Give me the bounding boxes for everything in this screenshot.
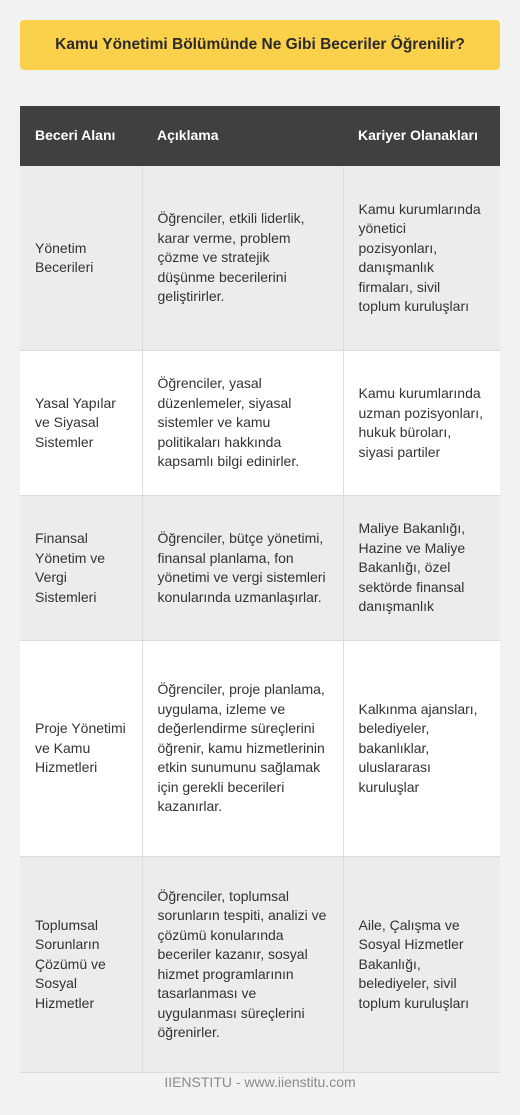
careers-cell: Aile, Çalışma ve Sosyal Hizmetler Bakanlığı, belediyeler, sivil toplum kuruluşları [343,857,500,1073]
header-description: Açıklama [142,106,343,166]
table-row [20,641,500,857]
careers-cell: Kamu kurumlarında yönetici pozisyonları, danışmanlık firmaları, sivil toplum kuruluşları [343,166,500,351]
page-title: Kamu Yönetimi Bölümünde Ne Gibi Beceriler Öğrenilir? [20,20,500,70]
skill-area-cell: Finansal Yönetim ve Vergi Sistemleri [20,496,142,641]
table-row [20,857,500,1073]
header-careers: Kariyer Olanakları [343,106,500,166]
table-row [20,166,500,351]
header-skill-area: Beceri Alanı [20,106,142,166]
skill-area-cell: Yasal Yapılar ve Siyasal Sistemler [20,351,142,496]
description-cell: Öğrenciler, toplumsal sorunların tespiti, analizi ve çözümü konularında beceriler kazanır, sosyal hizmet programlarının tasarlanması ve uygulanması süreçlerini öğrenirler. [142,857,343,1073]
careers-cell: Kalkınma ajansları, belediyeler, bakanlıklar, uluslararası kuruluşlar [343,641,500,857]
description-cell: Öğrenciler, proje planlama, uygulama, izleme ve değerlendirme süreçlerini öğrenir, kamu hizmetlerinin etkin sunumunu sağlamak için gerekli becerileri kazanırlar. [142,641,343,857]
description-cell: Öğrenciler, yasal düzenlemeler, siyasal sistemler ve kamu politikaları hakkında kapsamlı bilgi edinirler. [142,351,343,496]
skill-area-cell: Yönetim Becerileri [20,166,142,351]
careers-cell: Maliye Bakanlığı, Hazine ve Maliye Bakanlığı, özel sektörde finansal danışmanlık [343,496,500,641]
skills-table [20,106,500,1073]
skill-area-cell: Proje Yönetimi ve Kamu Hizmetleri [20,641,142,857]
description-cell: Öğrenciler, etkili liderlik, karar verme, problem çözme ve stratejik düşünme becerilerini geliştirirler. [142,166,343,351]
careers-cell: Kamu kurumlarında uzman pozisyonları, hukuk büroları, siyasi partiler [343,351,500,496]
footer-credit: IIENSTITU - www.iienstitu.com [164,1074,356,1090]
table-header-row [20,106,500,166]
skill-area-cell: Toplumsal Sorunların Çözümü ve Sosyal Hizmetler [20,857,142,1073]
description-cell: Öğrenciler, bütçe yönetimi, finansal planlama, fon yönetimi ve vergi sistemleri konularında uzmanlaşırlar. [142,496,343,641]
table-row [20,496,500,641]
table-row [20,351,500,496]
